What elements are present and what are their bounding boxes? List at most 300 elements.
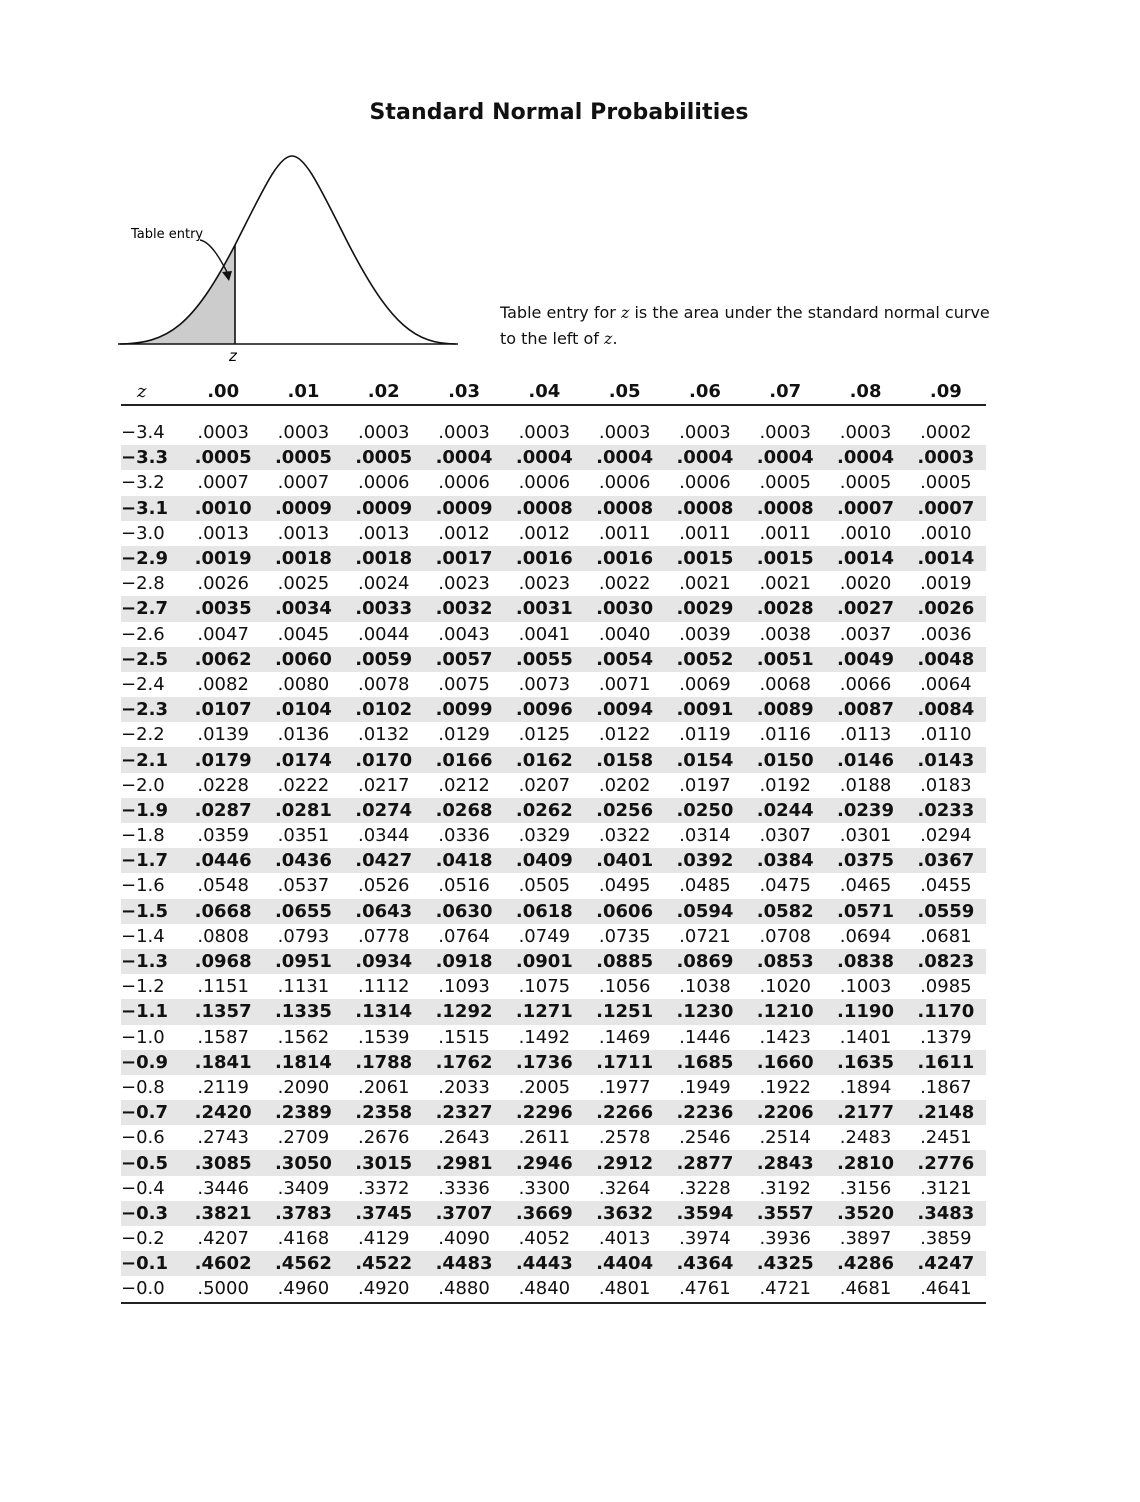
- probability-cell: .4129: [357, 1228, 410, 1250]
- probability-cell: .0985: [920, 976, 972, 998]
- probability-cell: .3520: [825, 1201, 905, 1226]
- table-row: [121, 999, 986, 1024]
- probability-cell: .0307: [759, 825, 811, 847]
- probability-cell: .0022: [598, 573, 651, 595]
- probability-cell: .1814: [263, 1050, 343, 1075]
- z-value-cell: −0.3: [121, 1201, 183, 1226]
- probability-cell: .0202: [598, 774, 651, 796]
- probability-cell: .0013: [277, 522, 330, 544]
- probability-cell: .0047: [197, 623, 249, 645]
- z-value-cell: −0.0: [121, 1276, 183, 1302]
- probability-cell: .0005: [263, 445, 343, 470]
- probability-cell: .0027: [825, 596, 905, 621]
- probability-cell: .0537: [277, 875, 330, 897]
- probability-cell: .0239: [825, 798, 905, 823]
- probability-cell: .0465: [839, 875, 892, 897]
- probability-cell: .0764: [438, 925, 490, 947]
- probability-cell: .0102: [344, 697, 424, 722]
- table-row: [121, 924, 986, 949]
- table-row: [121, 622, 986, 647]
- probability-cell: .3336: [438, 1177, 490, 1199]
- column-header: .03: [424, 378, 504, 405]
- probability-cell: .0256: [584, 798, 664, 823]
- probability-cell: .2090: [277, 1076, 330, 1098]
- probability-cell: .0096: [504, 697, 584, 722]
- table-row: [121, 571, 986, 596]
- table-row: [121, 823, 986, 848]
- probability-cell: .0003: [759, 422, 811, 444]
- probability-cell: .2327: [424, 1100, 504, 1125]
- z-value-cell: −2.4: [121, 673, 165, 695]
- table-row: [121, 773, 986, 798]
- probability-cell: .4013: [598, 1228, 651, 1250]
- z-value-cell: −0.8: [121, 1076, 165, 1098]
- probability-cell: .3300: [518, 1177, 571, 1199]
- probability-cell: .0024: [357, 573, 410, 595]
- z-value-cell: −3.2: [121, 472, 165, 494]
- probability-cell: .0823: [906, 949, 986, 974]
- probability-cell: .1210: [745, 999, 825, 1024]
- probability-cell: .2451: [920, 1127, 972, 1149]
- probability-cell: .1867: [920, 1076, 972, 1098]
- z-value-cell: −0.2: [121, 1228, 165, 1250]
- z-table: [121, 378, 986, 1304]
- probability-cell: .3446: [197, 1177, 249, 1199]
- probability-cell: .0035: [183, 596, 263, 621]
- probability-cell: .0040: [598, 623, 651, 645]
- probability-cell: .3409: [277, 1177, 330, 1199]
- probability-cell: .3156: [839, 1177, 892, 1199]
- probability-cell: .1736: [504, 1050, 584, 1075]
- probability-cell: .4801: [584, 1276, 664, 1302]
- probability-cell: .0054: [584, 647, 664, 672]
- probability-cell: .0006: [438, 472, 490, 494]
- table-row: [121, 949, 986, 974]
- probability-cell: .2709: [277, 1127, 330, 1149]
- probability-cell: .0735: [598, 925, 651, 947]
- probability-cell: .0030: [584, 596, 664, 621]
- probability-cell: .0009: [344, 496, 424, 521]
- probability-cell: .0749: [518, 925, 571, 947]
- probability-cell: .0146: [825, 747, 905, 772]
- probability-cell: .3859: [920, 1228, 972, 1250]
- probability-cell: .0162: [504, 747, 584, 772]
- probability-cell: .1292: [424, 999, 504, 1024]
- probability-cell: .0475: [759, 875, 811, 897]
- probability-cell: .1112: [357, 976, 410, 998]
- z-value-cell: −0.5: [121, 1150, 183, 1175]
- probability-cell: .4641: [906, 1276, 986, 1302]
- probability-cell: .2877: [665, 1150, 745, 1175]
- probability-cell: .0003: [197, 422, 249, 444]
- probability-cell: .2546: [679, 1127, 731, 1149]
- z-value-cell: −1.3: [121, 949, 183, 974]
- probability-cell: .2743: [197, 1127, 249, 1149]
- probability-cell: .4880: [424, 1276, 504, 1302]
- probability-cell: .4960: [263, 1276, 343, 1302]
- probability-cell: .0179: [183, 747, 263, 772]
- probability-cell: .2177: [825, 1100, 905, 1125]
- probability-cell: .2981: [424, 1150, 504, 1175]
- probability-cell: .0351: [277, 825, 330, 847]
- probability-cell: .0274: [344, 798, 424, 823]
- probability-cell: .0869: [665, 949, 745, 974]
- probability-cell: .0080: [277, 673, 330, 695]
- probability-cell: .4562: [263, 1251, 343, 1276]
- table-entry-label: Table entry: [131, 227, 204, 242]
- z-value-cell: −2.5: [121, 647, 183, 672]
- probability-cell: .2296: [504, 1100, 584, 1125]
- header-row: [121, 378, 986, 405]
- probability-cell: .2514: [759, 1127, 811, 1149]
- probability-cell: .3050: [263, 1150, 343, 1175]
- probability-cell: .2483: [839, 1127, 892, 1149]
- probability-cell: .1357: [183, 999, 263, 1024]
- probability-cell: .0222: [277, 774, 330, 796]
- probability-cell: .0013: [197, 522, 249, 544]
- probability-cell: .4168: [277, 1228, 330, 1250]
- probability-cell: .0032: [424, 596, 504, 621]
- probability-cell: .3632: [584, 1201, 664, 1226]
- probability-cell: .0004: [504, 445, 584, 470]
- probability-cell: .0495: [598, 875, 651, 897]
- probability-cell: .0055: [504, 647, 584, 672]
- probability-cell: .1230: [665, 999, 745, 1024]
- probability-cell: .1949: [679, 1076, 731, 1098]
- probability-cell: .0384: [745, 848, 825, 873]
- probability-cell: .2005: [518, 1076, 571, 1098]
- probability-cell: .0668: [183, 899, 263, 924]
- probability-cell: .4052: [518, 1228, 571, 1250]
- probability-cell: .0008: [504, 496, 584, 521]
- probability-cell: .0033: [344, 596, 424, 621]
- probability-cell: .3483: [906, 1201, 986, 1226]
- probability-cell: .0183: [920, 774, 972, 796]
- probability-cell: .0039: [679, 623, 731, 645]
- probability-cell: .0082: [197, 673, 249, 695]
- table-row: [121, 1276, 986, 1302]
- normal-curve-figure: [118, 148, 463, 370]
- probability-cell: .1562: [277, 1026, 330, 1048]
- probability-cell: .0017: [424, 546, 504, 571]
- probability-cell: .0026: [906, 596, 986, 621]
- probability-cell: .2148: [906, 1100, 986, 1125]
- probability-cell: .0808: [197, 925, 249, 947]
- table-row: [121, 848, 986, 873]
- probability-cell: .4247: [906, 1251, 986, 1276]
- probability-cell: .0643: [344, 899, 424, 924]
- probability-cell: .0051: [745, 647, 825, 672]
- probability-cell: .0028: [745, 596, 825, 621]
- probability-cell: .0119: [679, 724, 731, 746]
- probability-cell: .0885: [584, 949, 664, 974]
- probability-cell: .0951: [263, 949, 343, 974]
- table-row: [121, 1251, 986, 1276]
- probability-cell: .0526: [357, 875, 410, 897]
- probability-cell: .0681: [920, 925, 972, 947]
- probability-cell: .0516: [438, 875, 490, 897]
- z-value-cell: −0.4: [121, 1177, 165, 1199]
- probability-cell: .0005: [344, 445, 424, 470]
- probability-cell: .4721: [745, 1276, 825, 1302]
- probability-cell: .0007: [197, 472, 249, 494]
- probability-cell: .0392: [665, 848, 745, 873]
- probability-cell: .0021: [759, 573, 811, 595]
- probability-cell: .0073: [518, 673, 571, 695]
- probability-cell: .0003: [839, 422, 892, 444]
- probability-cell: .0029: [665, 596, 745, 621]
- probability-cell: .0314: [679, 825, 731, 847]
- probability-cell: .0019: [920, 573, 972, 595]
- probability-cell: .4325: [745, 1251, 825, 1276]
- probability-cell: .0006: [518, 472, 571, 494]
- probability-cell: .3897: [839, 1228, 892, 1250]
- probability-cell: .0003: [906, 445, 986, 470]
- probability-cell: .0968: [183, 949, 263, 974]
- z-value-cell: −1.5: [121, 899, 183, 924]
- probability-cell: .1788: [344, 1050, 424, 1075]
- shaded-area: [118, 245, 235, 344]
- probability-cell: .1635: [825, 1050, 905, 1075]
- z-value-cell: −2.8: [121, 573, 165, 595]
- z-value-cell: −1.7: [121, 848, 183, 873]
- probability-cell: .1075: [518, 976, 571, 998]
- probability-cell: .0268: [424, 798, 504, 823]
- probability-cell: .1423: [759, 1026, 811, 1048]
- probability-cell: .1170: [906, 999, 986, 1024]
- probability-cell: .3745: [344, 1201, 424, 1226]
- probability-cell: .0045: [277, 623, 330, 645]
- column-header: .07: [745, 378, 825, 405]
- probability-cell: .0336: [438, 825, 490, 847]
- probability-cell: .0934: [344, 949, 424, 974]
- probability-cell: .0018: [344, 546, 424, 571]
- normal-curve: [118, 156, 456, 344]
- table-row: [121, 546, 986, 571]
- table-row: [121, 647, 986, 672]
- probability-cell: .0003: [277, 422, 330, 444]
- z-value-cell: −2.9: [121, 546, 183, 571]
- probability-cell: .0069: [679, 673, 731, 695]
- probability-cell: .0011: [679, 522, 731, 544]
- probability-cell: .0418: [424, 848, 504, 873]
- table-row: [121, 1100, 986, 1125]
- probability-cell: .2578: [598, 1127, 651, 1149]
- probability-cell: .2912: [584, 1150, 664, 1175]
- probability-cell: .0048: [906, 647, 986, 672]
- probability-cell: .0359: [197, 825, 249, 847]
- page-title: Standard Normal Probabilities: [369, 100, 749, 125]
- probability-cell: .0485: [679, 875, 731, 897]
- probability-cell: .2389: [263, 1100, 343, 1125]
- z-value-cell: −2.3: [121, 697, 183, 722]
- z-column-header: z: [121, 378, 183, 405]
- z-value-cell: −0.9: [121, 1050, 183, 1075]
- z-value-cell: −0.1: [121, 1251, 183, 1276]
- table-row: [121, 672, 986, 697]
- probability-cell: .0004: [825, 445, 905, 470]
- z-value-cell: −1.0: [121, 1026, 165, 1048]
- probability-cell: .1379: [920, 1026, 972, 1048]
- probability-cell: .0113: [839, 724, 892, 746]
- probability-cell: .0087: [825, 697, 905, 722]
- probability-cell: .0694: [839, 925, 892, 947]
- probability-cell: .0008: [745, 496, 825, 521]
- z-value-cell: −1.1: [121, 999, 183, 1024]
- probability-cell: .0014: [906, 546, 986, 571]
- probability-cell: .0166: [424, 747, 504, 772]
- probability-cell: .1492: [518, 1026, 571, 1048]
- probability-cell: .0329: [518, 825, 571, 847]
- probability-cell: .0250: [665, 798, 745, 823]
- probability-cell: .0068: [759, 673, 811, 695]
- probability-cell: .2420: [183, 1100, 263, 1125]
- probability-cell: .0132: [357, 724, 410, 746]
- probability-cell: .2206: [745, 1100, 825, 1125]
- probability-cell: .0041: [518, 623, 571, 645]
- probability-cell: .4602: [183, 1251, 263, 1276]
- probability-cell: .2119: [197, 1076, 249, 1098]
- probability-cell: .0010: [183, 496, 263, 521]
- table-row: [121, 521, 986, 546]
- probability-cell: .1587: [197, 1026, 249, 1048]
- probability-cell: .0427: [344, 848, 424, 873]
- probability-cell: .0015: [665, 546, 745, 571]
- column-header: .08: [825, 378, 905, 405]
- probability-cell: .0455: [920, 875, 972, 897]
- table-row: [121, 496, 986, 521]
- z-value-cell: −1.8: [121, 825, 165, 847]
- probability-cell: .1660: [745, 1050, 825, 1075]
- probability-cell: .3121: [920, 1177, 972, 1199]
- table-row: [121, 722, 986, 747]
- probability-cell: .0110: [920, 724, 972, 746]
- probability-cell: .0548: [197, 875, 249, 897]
- probability-cell: .0918: [424, 949, 504, 974]
- probability-cell: .4681: [825, 1276, 905, 1302]
- probability-cell: .2676: [357, 1127, 410, 1149]
- probability-cell: .0606: [584, 899, 664, 924]
- probability-cell: .0036: [920, 623, 972, 645]
- probability-cell: .0003: [438, 422, 490, 444]
- probability-cell: .3974: [679, 1228, 731, 1250]
- probability-cell: .0003: [598, 422, 651, 444]
- probability-cell: .0026: [197, 573, 249, 595]
- probability-cell: .4483: [424, 1251, 504, 1276]
- probability-cell: .0838: [825, 949, 905, 974]
- probability-cell: .0084: [906, 697, 986, 722]
- probability-cell: .0007: [825, 496, 905, 521]
- z-value-cell: −3.1: [121, 496, 183, 521]
- probability-cell: .0401: [584, 848, 664, 873]
- table-row: [121, 1075, 986, 1100]
- probability-cell: .1515: [438, 1026, 490, 1048]
- probability-cell: .0044: [357, 623, 410, 645]
- probability-cell: .1003: [839, 976, 892, 998]
- probability-cell: .0630: [424, 899, 504, 924]
- probability-cell: .0004: [584, 445, 664, 470]
- table-row: [121, 697, 986, 722]
- probability-cell: .0020: [839, 573, 892, 595]
- table-row: [121, 1125, 986, 1150]
- probability-cell: .0038: [759, 623, 811, 645]
- probability-cell: .1056: [598, 976, 651, 998]
- probability-cell: .0015: [745, 546, 825, 571]
- probability-cell: .0091: [665, 697, 745, 722]
- column-header: .09: [906, 378, 986, 405]
- probability-cell: .0793: [277, 925, 330, 947]
- probability-cell: .0007: [277, 472, 330, 494]
- probability-cell: .0008: [584, 496, 664, 521]
- probability-cell: .0099: [424, 697, 504, 722]
- column-header: .02: [344, 378, 424, 405]
- probability-cell: .0228: [197, 774, 249, 796]
- probability-cell: .3783: [263, 1201, 343, 1226]
- column-header: .05: [584, 378, 664, 405]
- probability-cell: .0006: [679, 472, 731, 494]
- z-value-cell: −3.0: [121, 522, 165, 544]
- probability-cell: .1038: [679, 976, 731, 998]
- probability-cell: .0436: [263, 848, 343, 873]
- probability-cell: .0192: [759, 774, 811, 796]
- probability-cell: .3372: [357, 1177, 410, 1199]
- probability-cell: .1685: [665, 1050, 745, 1075]
- probability-cell: .3707: [424, 1201, 504, 1226]
- probability-cell: .0409: [504, 848, 584, 873]
- probability-cell: .2643: [438, 1127, 490, 1149]
- probability-cell: .0004: [665, 445, 745, 470]
- probability-cell: .1335: [263, 999, 343, 1024]
- table-row: [121, 1226, 986, 1251]
- probability-cell: .0367: [906, 848, 986, 873]
- table-row: [121, 873, 986, 898]
- probability-cell: .0154: [665, 747, 745, 772]
- probability-cell: .0006: [598, 472, 651, 494]
- probability-cell: .2776: [906, 1150, 986, 1175]
- probability-cell: .0375: [825, 848, 905, 873]
- probability-cell: .1401: [839, 1026, 892, 1048]
- z-value-cell: −3.3: [121, 445, 183, 470]
- probability-cell: .2358: [344, 1100, 424, 1125]
- probability-cell: .0078: [357, 673, 410, 695]
- z-value-cell: −3.4: [121, 422, 165, 444]
- probability-cell: .0708: [759, 925, 811, 947]
- probability-cell: .3264: [598, 1177, 651, 1199]
- probability-cell: .0197: [679, 774, 731, 796]
- probability-cell: .3594: [665, 1201, 745, 1226]
- z-value-cell: −1.9: [121, 798, 183, 823]
- probability-cell: .0778: [357, 925, 410, 947]
- probability-cell: .0281: [263, 798, 343, 823]
- probability-cell: .0071: [598, 673, 651, 695]
- probability-cell: .0158: [584, 747, 664, 772]
- probability-cell: .1020: [759, 976, 811, 998]
- probability-cell: .0125: [518, 724, 571, 746]
- probability-cell: .0129: [438, 724, 490, 746]
- probability-cell: .0066: [839, 673, 892, 695]
- table-row: [121, 798, 986, 823]
- probability-cell: .1922: [759, 1076, 811, 1098]
- probability-cell: .0004: [424, 445, 504, 470]
- probability-cell: .0049: [825, 647, 905, 672]
- probability-cell: .4207: [197, 1228, 249, 1250]
- probability-cell: .4286: [825, 1251, 905, 1276]
- probability-cell: .0023: [518, 573, 571, 595]
- probability-cell: .0060: [263, 647, 343, 672]
- probability-cell: .3015: [344, 1150, 424, 1175]
- probability-cell: .0006: [357, 472, 410, 494]
- probability-cell: .0116: [759, 724, 811, 746]
